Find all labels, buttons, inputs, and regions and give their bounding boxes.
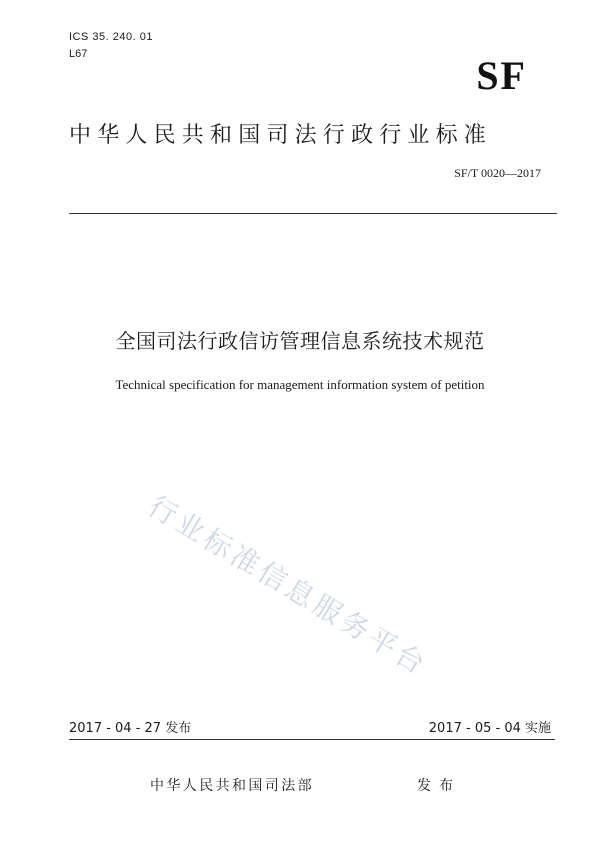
issuing-authority: 中华人民共和国司法部	[150, 778, 314, 794]
issue-date: 2017 - 04 - 27 发布	[69, 721, 192, 736]
sf-logo: SF	[476, 53, 527, 98]
footer-divider	[69, 739, 555, 740]
title-english: Technical specification for management information system of petition	[115, 377, 485, 392]
standard-number: SF/T 0020—2017	[454, 166, 541, 180]
issue-label: 发布	[417, 778, 461, 794]
standard-type: 中华人民共和国司法行政行业标准	[69, 123, 493, 148]
title-chinese: 全国司法行政信访管理信息系统技术规范	[115, 329, 485, 353]
watermark: 行业标准信息服务平台	[142, 489, 434, 683]
implementation-date: 2017 - 05 - 04 实施	[428, 721, 551, 736]
ics-code: ICS 35. 240. 01	[69, 31, 153, 43]
header-divider	[69, 213, 557, 214]
ccs-code: L67	[69, 48, 88, 60]
